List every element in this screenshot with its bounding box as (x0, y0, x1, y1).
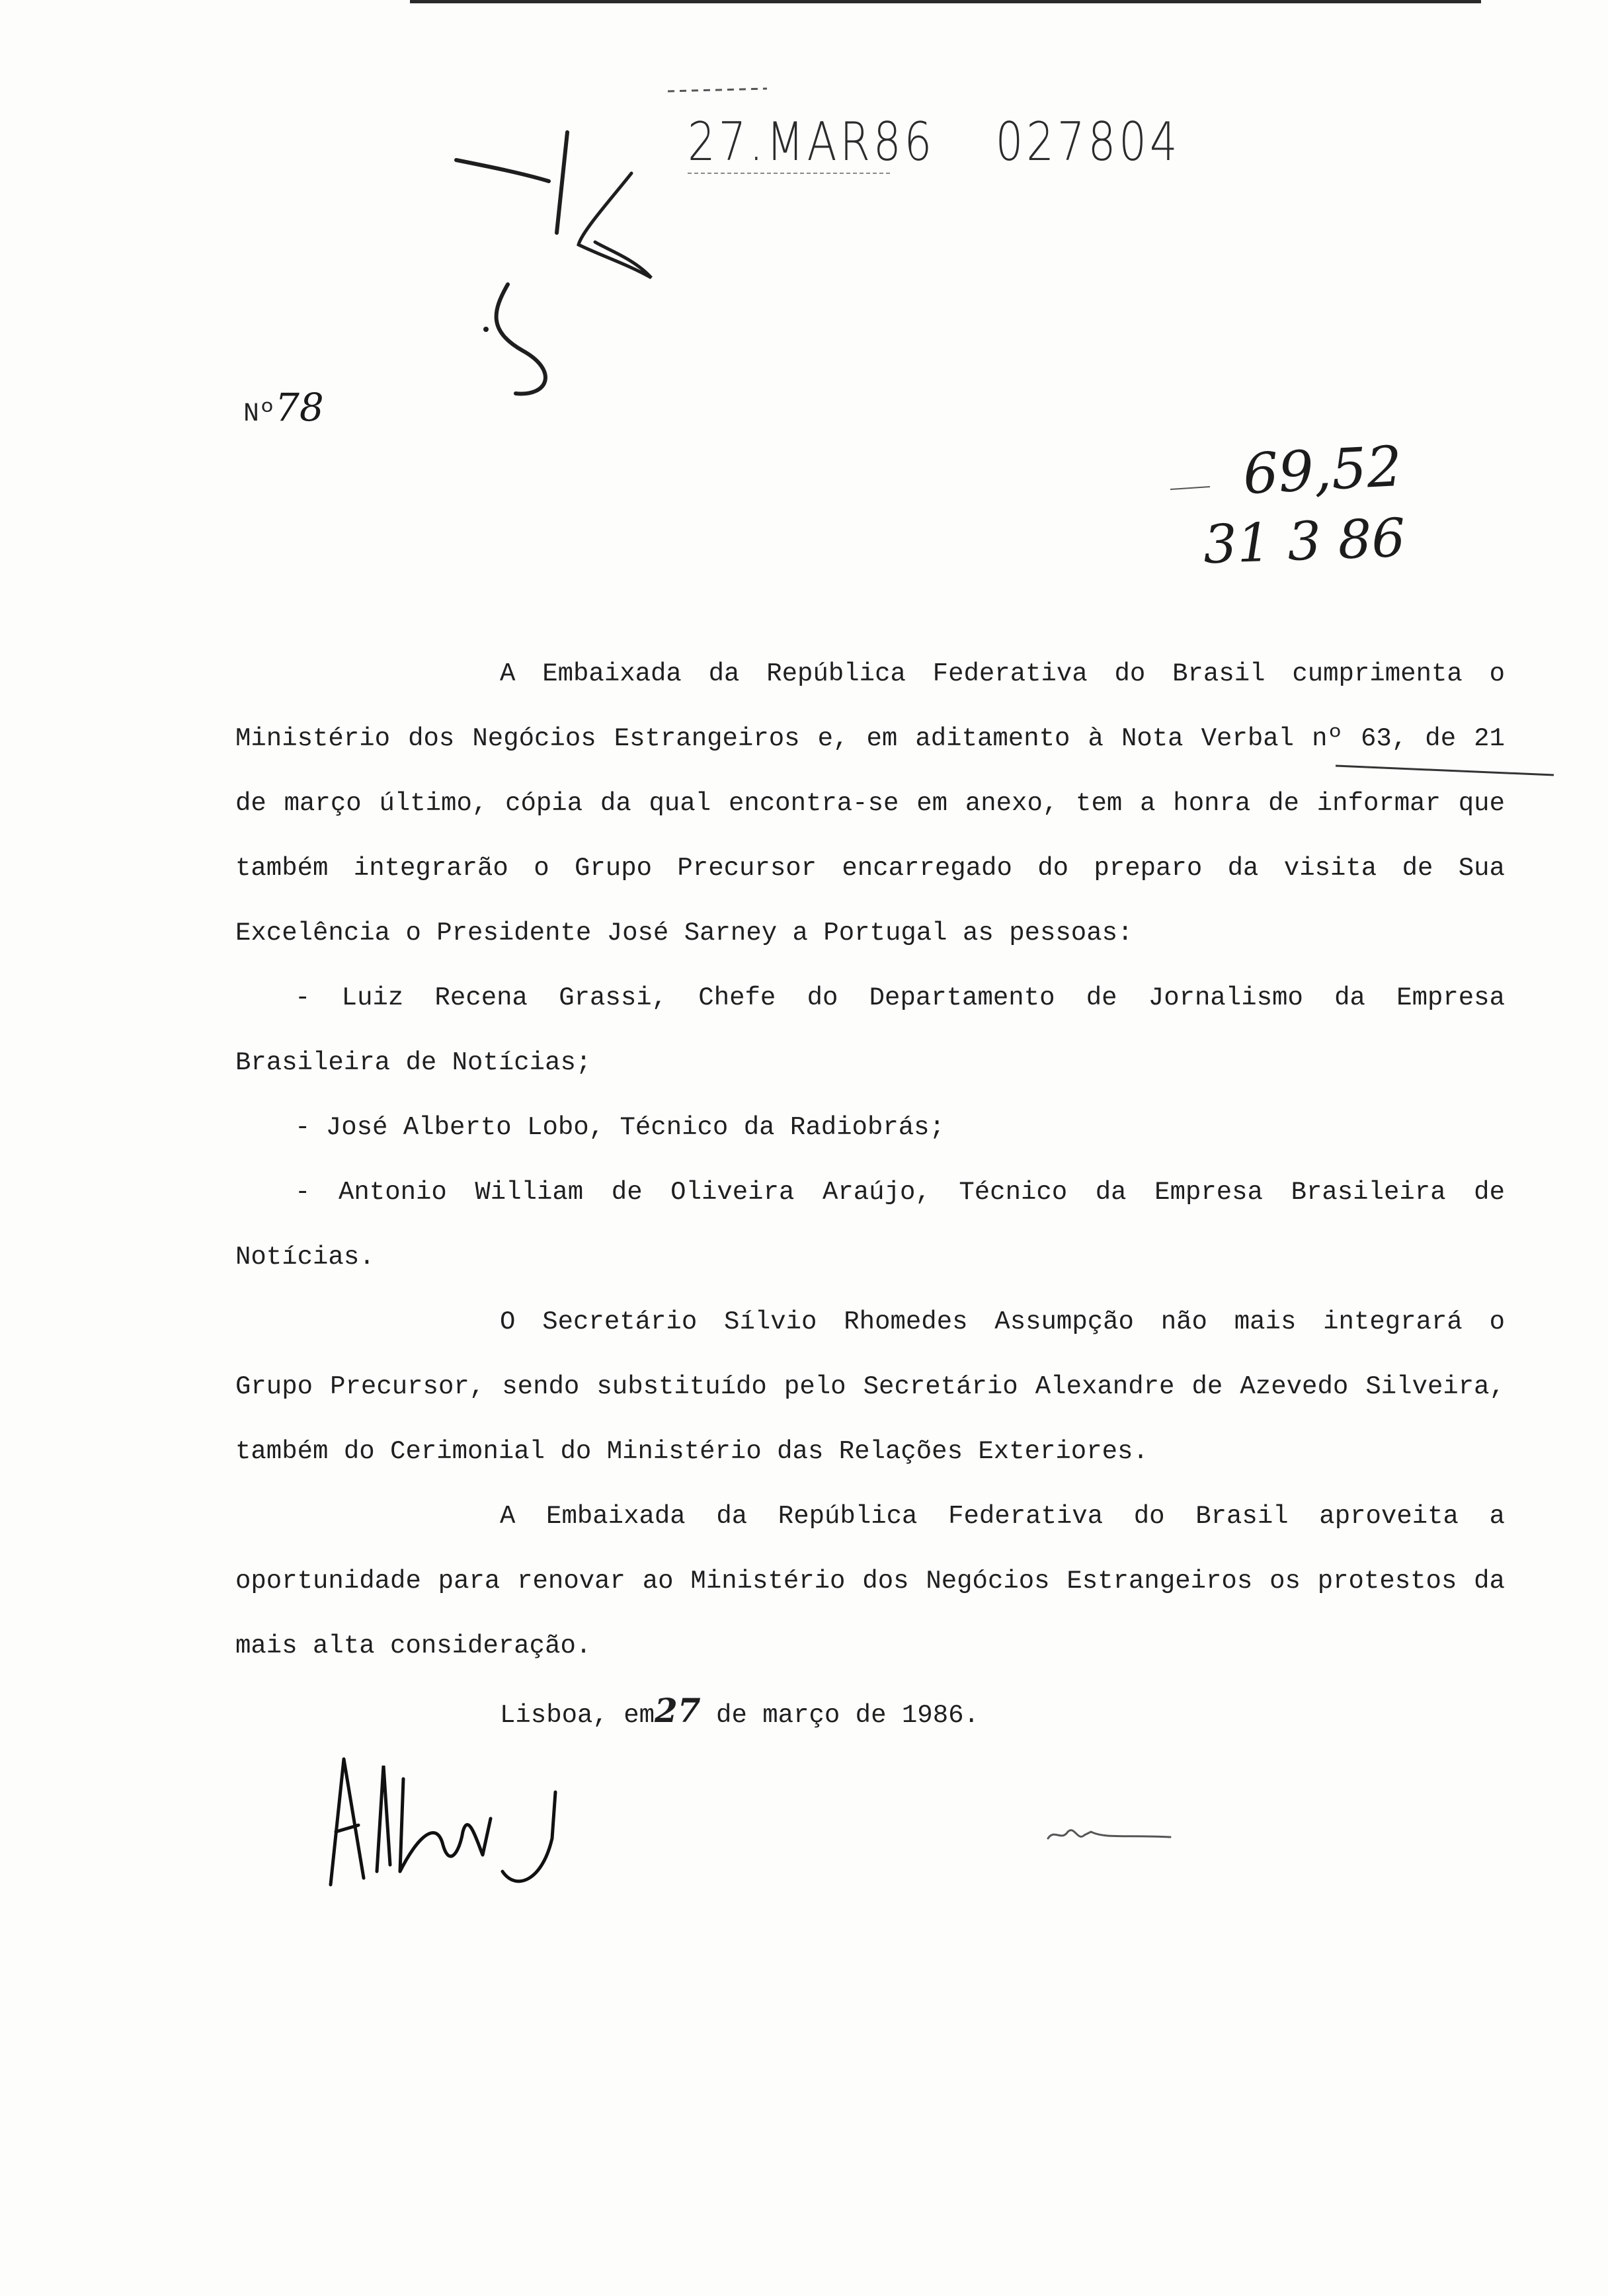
date-line-day: 27 (655, 1691, 701, 1730)
handwritten-annotation-date: 31 3 86 (1202, 507, 1406, 576)
body-paragraph-closing: A Embaixada da República Federativa do Brasil aproveita a oportunidade para renovar ao Ministério dos Negócios Estrangeiros os protestos da mais alta consideração. (235, 1502, 1505, 1660)
body-paragraph-replacement: O Secretário Sílvio Rhomedes Assumpção não mais integrará o Grupo Precursor, sendo substituído pelo Secretário Alexandre de Azevedo Silveira, também do Cerimonial do Ministério das Relações Exteriores. (235, 1307, 1505, 1466)
note-number-label: Nº (243, 399, 276, 429)
note-number (243, 385, 324, 430)
handwritten-initials (1045, 1812, 1177, 1852)
handwritten-annotation-reference: 69,52 (1241, 433, 1404, 507)
place-date-line (235, 1678, 1505, 1748)
signature (317, 1739, 569, 1891)
top-border-line (410, 0, 1481, 3)
list-item: - Antonio William de Oliveira Araújo, Técnico da Empresa Brasileira de Notícias. (235, 1178, 1505, 1272)
date-line-suffix: de março de 1986. (716, 1701, 979, 1730)
list-item: - José Alberto Lobo, Técnico da Radiobrás; (295, 1113, 945, 1142)
note-number-value: 78 (275, 385, 324, 430)
received-stamp (688, 111, 1181, 173)
stamp-number: 027804 (995, 111, 1181, 173)
body-paragraph-opening: A Embaixada da República Federativa do Brasil cumprimenta o Ministério dos Negócios Estrangeiros e, em aditamento à Nota Verbal nº 63, de 21 de março último, cópia da qual encontra-se em anexo, tem a honra de informar que também integrarão o Grupo Precursor encarregado do preparo da visita de Sua Excelência o Presidente José Sarney a Portugal as pessoas: (235, 659, 1505, 948)
stamp-date: 27.MAR86 (688, 111, 936, 173)
date-line-prefix: Lisboa, em (500, 1701, 655, 1730)
document-body (235, 641, 1505, 1748)
list-item: - Luiz Recena Grassi, Chefe do Departamento de Jornalismo da Empresa Brasileira de Notícias; (235, 983, 1505, 1077)
